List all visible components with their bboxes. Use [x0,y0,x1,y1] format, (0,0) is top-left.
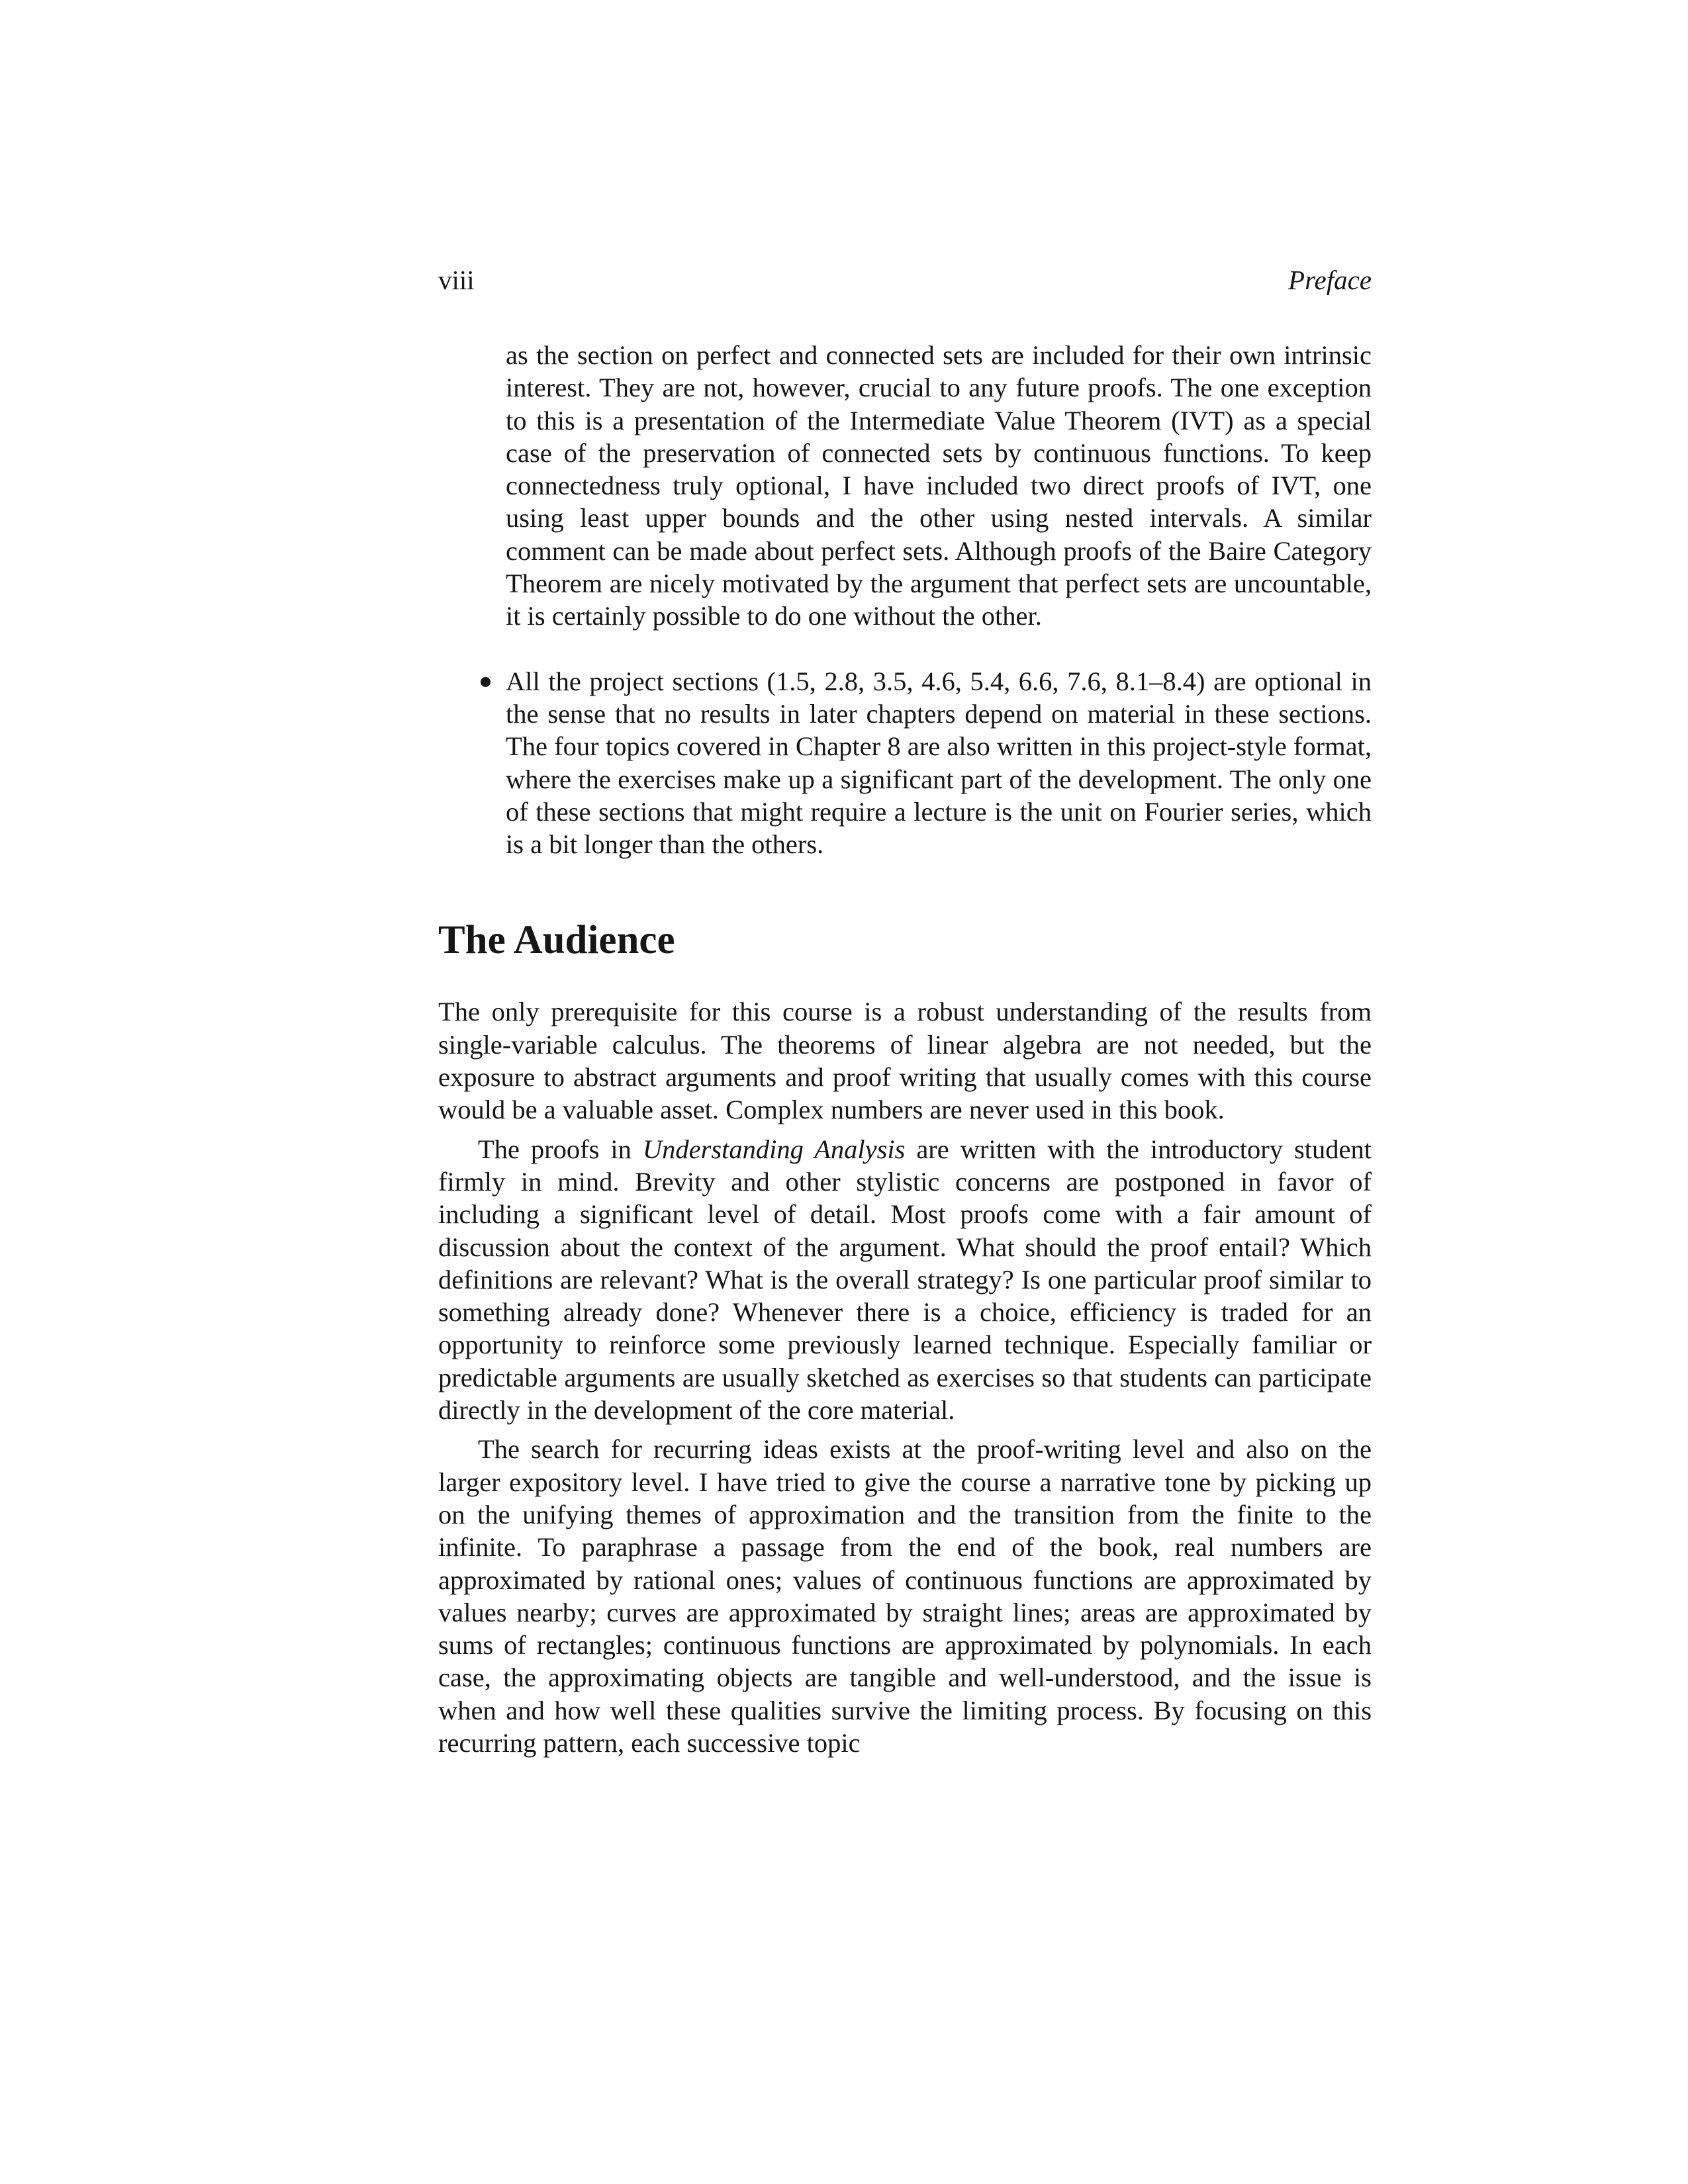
paragraph: The only prerequisite for this course is a robust understanding of the results from single-variable calculus. The theorems of linear algebra are not needed, but the exposure to abstract arguments and proof writing that usually comes with this course would be a valuable asset. Complex numbers are never used in this book. [438,997,1372,1125]
paragraph: The search for recurring ideas exists at the proof-writing level and also on the larger expository level. I have tried to give the course a narrative tone by picking up on the unifying themes of approximation and the transition from the finite to the infinite. To paraphrase a passage from the end of the book, real numbers are approximated by rational ones; values of continuous functions are approximated by values nearby; curves are approximated by straight lines; areas are approximated by sums of rectangles; continuous functions are approximated by polynomials. In each case, the approximating objects are tangible and well-understood, and the issue is when and how well these qualities survive the limiting process. By focusing on this recurring pattern, each successive topic [438,1434,1372,1758]
paragraph-text: The proofs in [478,1134,643,1164]
book-title: Understanding Analysis [642,1134,906,1164]
list-item [506,665,1372,861]
bullet-icon [475,665,495,687]
continued-list-paragraph: as the section on perfect and connected sets are included for their own intrinsic interest. They are not, however, crucial to any future proofs. The one exception to this is a presentation of the Intermediate Value Theorem (IVT) as a special case of the preservation of connected sets by continuous functions. To keep connectedness truly optional, I have included two direct proofs of IVT, one using least upper bounds and the other using nested intervals. A similar comment can be made about perfect sets. Although proofs of the Baire Category Theorem are nicely motivated by the argument that perfect sets are uncountable, it is certainly possible to do one without the other. [506,340,1372,631]
chapter-name: Preface [1288,265,1372,295]
paragraph [438,1133,1372,1427]
page-body [438,339,1372,1759]
running-head [438,263,1372,296]
page-number: viii [438,265,475,295]
paragraph-text: are written with the introductory student firmly in mind. Brevity and other stylistic concerns are postponed in favor of including a significant level of detail. Most proofs come with a fair amount of discussion about the context of the argument. What should the proof entail? Which definitions are relevant? What is the overall strategy? Is one particular proof similar to something already done? Whenever there is a choice, efficiency is traded for an opportunity to reinforce some previously learned technique. Especially familiar or predictable arguments are usually sketched as exercises so that students can participate directly in the development of the core material. [438,1134,1372,1426]
list-item-text: All the project sections (1.5, 2.8, 3.5, 4.6, 5.4, 6.6, 7.6, 8.1–8.4) are optional in the sense that no results in later chapters depend on material in these sections. The four topics covered in Chapter 8 are also written in this project-style format, where the exercises make up a significant part of the development. The only one of these sections that might require a lecture is the unit on Fourier series, which is a bit longer than the others. [506,666,1372,860]
section-heading: The Audience [438,918,675,963]
